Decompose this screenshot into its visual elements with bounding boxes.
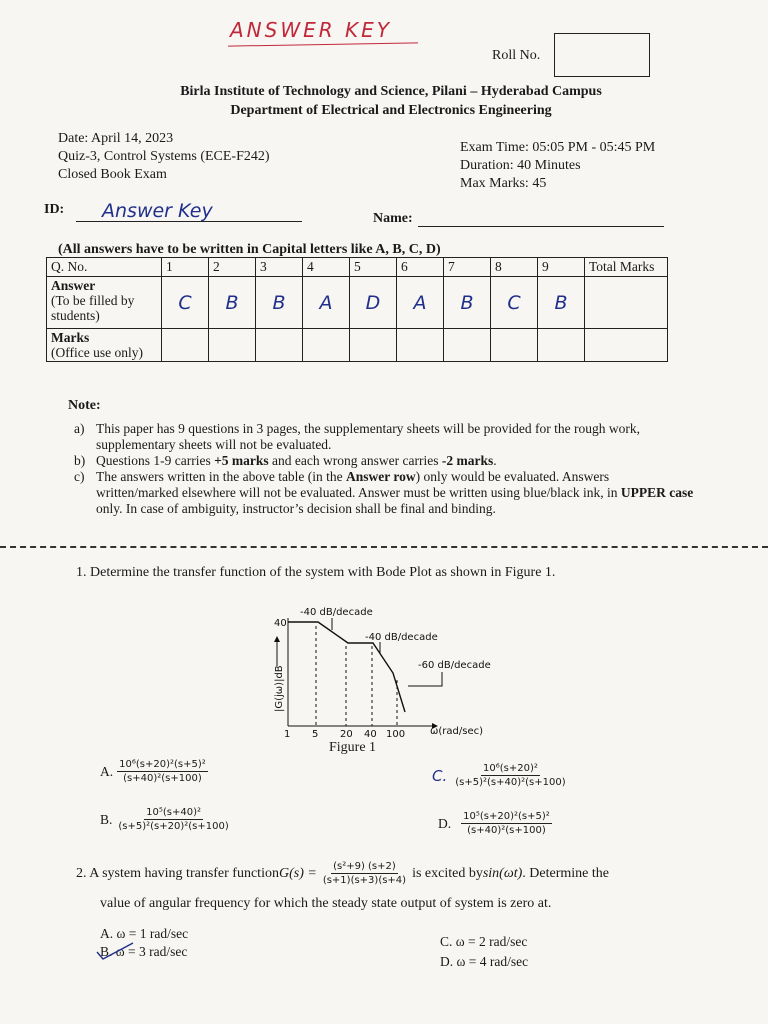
ann3-arrow bbox=[408, 672, 442, 686]
exam-duration: Duration: 40 Minutes bbox=[460, 158, 581, 173]
q2-option-b-tick-mark bbox=[93, 940, 137, 962]
x-tick-40: 40 bbox=[364, 729, 377, 740]
qno-4: 4 bbox=[303, 258, 350, 277]
x-tick-1: 1 bbox=[284, 729, 291, 740]
marks-cell-8[interactable] bbox=[491, 329, 538, 362]
marks-cell-9[interactable] bbox=[538, 329, 585, 362]
answer-cell-1[interactable]: C bbox=[162, 277, 209, 329]
exam-time: Exam Time: 05:05 PM - 05:45 PM bbox=[460, 140, 656, 155]
exam-quiz: Quiz-3, Control Systems (ECE-F242) bbox=[58, 149, 270, 164]
x-tick-20: 20 bbox=[340, 729, 353, 740]
qno-7: 7 bbox=[444, 258, 491, 277]
id-label: ID: bbox=[44, 202, 65, 217]
q2-option-d: D. ω = 4 rad/sec bbox=[440, 954, 529, 969]
answer-cell-4[interactable]: A bbox=[303, 277, 350, 329]
note-item: b) Questions 1-9 carries +5 marks and each wrong answer carries -2 marks. bbox=[74, 453, 497, 468]
exam-date: Date: April 14, 2023 bbox=[58, 131, 174, 146]
q1-option-a: A. $\frac{\text{10⁶(s+20)²(s+5)²}}{\text{(s+40)²(s+100)}}$ bbox=[100, 759, 206, 784]
answer-cell-3[interactable]: B bbox=[256, 277, 303, 329]
marks-sub-label: (Office use only) bbox=[51, 345, 143, 360]
name-field-line[interactable] bbox=[418, 226, 664, 227]
bode-plot bbox=[260, 600, 510, 740]
note-title: Note: bbox=[68, 398, 101, 413]
marks-cell-3[interactable] bbox=[256, 329, 303, 362]
y-tick-40: 40 bbox=[274, 618, 287, 629]
marks-cell-1[interactable] bbox=[162, 329, 209, 362]
qno-9: 9 bbox=[538, 258, 585, 277]
q2-option-c: C. ω = 2 rad/sec bbox=[440, 934, 528, 949]
q1-option-a-fraction: $\frac{\text{10⁶(s+20)²(s+5)²}}{\text{(s+40)²(s+100)}}$ bbox=[119, 759, 206, 784]
qno-6: 6 bbox=[397, 258, 444, 277]
x-axis-label: ω(rad/sec) bbox=[430, 726, 483, 737]
answer-cell-5[interactable]: D bbox=[350, 277, 397, 329]
q1-option-d-fraction: $\frac{\text{10⁵(s+20)²(s+5)²}}{\text{(s+40)²(s+100)}}$ bbox=[463, 811, 550, 836]
note-item: a) This paper has 9 questions in 3 pages, the supplementary sheets will be provided for the rough work, supplementary sheets will not be evaluated. bbox=[74, 421, 641, 452]
answer-label: Answer bbox=[51, 278, 96, 293]
section-divider bbox=[0, 546, 768, 548]
qno-label: Q. No. bbox=[47, 258, 162, 277]
table-row-marks bbox=[47, 329, 668, 362]
q2-text: 2. A system having transfer function G(s) = $\frac{\text{(s²+9) (s+2)}}{(s+1)(s+3)(s+4)}$ is excited by sin(ωt) . Determine the bbox=[76, 861, 609, 886]
qno-2: 2 bbox=[209, 258, 256, 277]
q2-transfer-fraction: $\frac{\text{(s²+9) (s+2)}}{(s+1)(s+3)(s+4)}$ bbox=[322, 861, 407, 886]
table-row-qno bbox=[47, 258, 668, 277]
marks-cell-total[interactable] bbox=[585, 329, 668, 362]
marks-cell-7[interactable] bbox=[444, 329, 491, 362]
ann3-label: -60 dB/decade bbox=[418, 660, 491, 671]
note-item: c) The answers written in the above table (in the Answer row) only would be evaluated. Answers written/marked elsewhere will not be evaluated. Answer must be written using blue/black ink, in UPPER case only. In case of ambiguity, instructor’s decision shall be final and binding. bbox=[74, 469, 694, 516]
exam-info-right bbox=[460, 139, 655, 193]
ann2-label: -40 dB/decade bbox=[365, 632, 438, 643]
roll-label: Roll No. bbox=[492, 48, 541, 63]
marks-row-label bbox=[47, 329, 162, 362]
x-tick-5: 5 bbox=[312, 729, 319, 740]
answer-key-heading: ANSWER KEY bbox=[230, 18, 392, 42]
marks-label: Marks bbox=[51, 330, 90, 345]
q1-option-c bbox=[432, 762, 568, 789]
q1-text: 1. Determine the transfer function of the system with Bode Plot as shown in Figure 1. bbox=[76, 565, 556, 580]
qno-8: 8 bbox=[491, 258, 538, 277]
id-handwritten-value: Answer Key bbox=[102, 200, 213, 222]
q1-option-d: D. $\frac{\text{10⁵(s+20)²(s+5)²}}{\text{(s+40)²(s+100)}}$ bbox=[438, 811, 550, 836]
q2-option-a: A. ω = 1 rad/sec bbox=[100, 926, 189, 941]
figure-caption: Figure 1 bbox=[329, 740, 377, 755]
q2-option-b: B. ω = 3 rad/sec bbox=[100, 944, 188, 959]
x-tick-100: 100 bbox=[386, 729, 406, 740]
answer-cell-8[interactable]: C bbox=[491, 277, 538, 329]
qno-1: 1 bbox=[162, 258, 209, 277]
marks-cell-2[interactable] bbox=[209, 329, 256, 362]
marks-cell-5[interactable] bbox=[350, 329, 397, 362]
total-marks-label: Total Marks bbox=[585, 258, 668, 277]
exam-info-left bbox=[58, 130, 270, 184]
answer-key-underline bbox=[228, 42, 418, 46]
answer-table bbox=[46, 257, 668, 362]
answer-cell-9[interactable]: B bbox=[538, 277, 585, 329]
institute-name: Birla Institute of Technology and Science, Pilani – Hyderabad Campus bbox=[180, 84, 602, 99]
exam-closed-book: Closed Book Exam bbox=[58, 167, 167, 182]
roll-number-box[interactable] bbox=[554, 33, 650, 77]
notes-list bbox=[74, 421, 694, 517]
q2-text-line2: value of angular frequency for which the steady state output of system is zero at. bbox=[100, 896, 552, 911]
q1-option-c-fraction: $\frac{\text{10⁶(s+20)²}}{\text{(s+5)²(s+40)²(s+100)}}$ bbox=[455, 763, 566, 788]
answer-cell-2[interactable]: B bbox=[209, 277, 256, 329]
total-marks-cell[interactable] bbox=[585, 277, 668, 329]
marks-cell-6[interactable] bbox=[397, 329, 444, 362]
exam-max-marks: Max Marks: 45 bbox=[460, 176, 547, 191]
name-label: Name: bbox=[373, 211, 413, 226]
ann1-label: -40 dB/decade bbox=[300, 607, 373, 618]
q1-option-b-fraction: $\frac{\text{10⁵(s+40)²}}{\text{(s+5)²(s+20)²(s+100)}}$ bbox=[118, 807, 229, 832]
qno-3: 3 bbox=[256, 258, 303, 277]
answer-sub-label: (To be filled by students) bbox=[51, 293, 135, 323]
department-name: Department of Electrical and Electronics Engineering bbox=[230, 103, 552, 118]
instruction-text: (All answers have to be written in Capital letters like A, B, C, D) bbox=[58, 242, 441, 257]
answer-row-label bbox=[47, 277, 162, 329]
marks-cell-4[interactable] bbox=[303, 329, 350, 362]
table-row-answer bbox=[47, 277, 668, 329]
q1-option-c-marked: C. bbox=[432, 766, 448, 785]
qno-5: 5 bbox=[350, 258, 397, 277]
answer-cell-6[interactable]: A bbox=[397, 277, 444, 329]
answer-cell-7[interactable]: B bbox=[444, 277, 491, 329]
q1-option-b: B. $\frac{\text{10⁵(s+40)²}}{\text{(s+5)²(s+20)²(s+100)}}$ bbox=[100, 807, 229, 832]
y-axis-label: |G(jω)|dB bbox=[274, 665, 285, 712]
